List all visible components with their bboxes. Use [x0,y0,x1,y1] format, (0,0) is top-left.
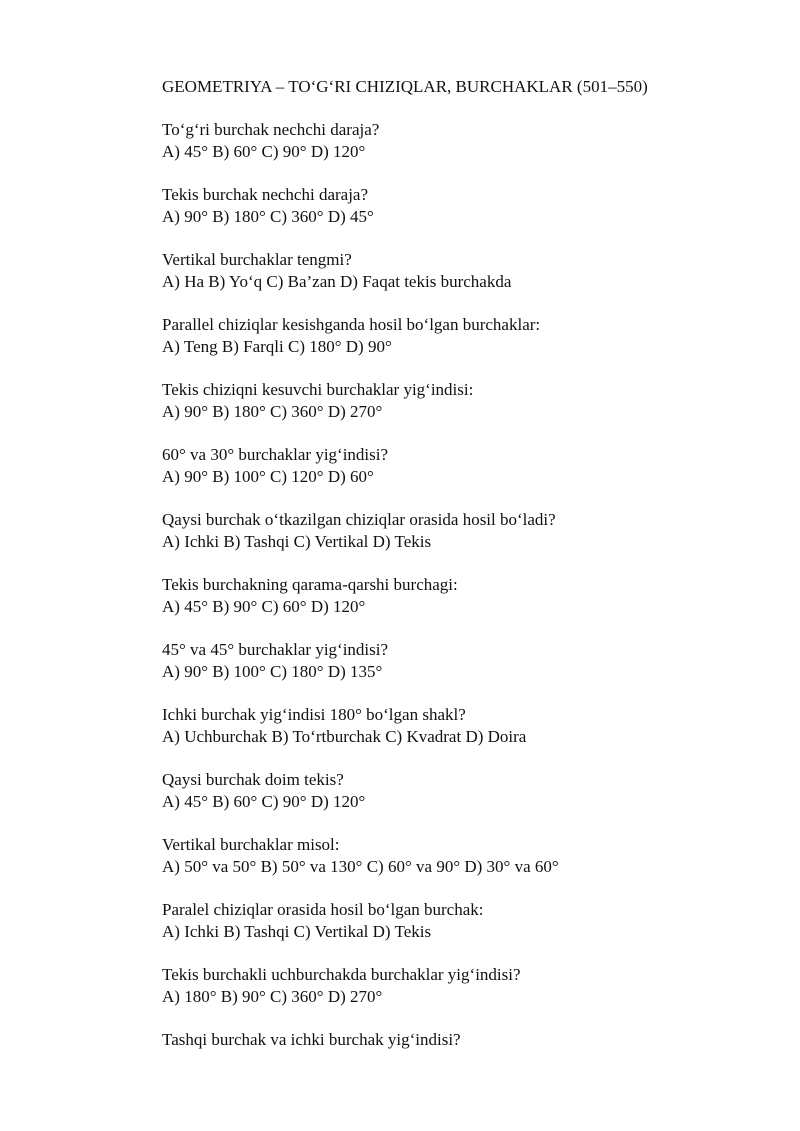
document-page [162,76,762,1072]
question-options: A) 90° B) 180° C) 360° D) 45° [162,207,374,226]
question-item [162,834,762,878]
question-options: A) 90° B) 100° C) 120° D) 60° [162,467,374,486]
question-text: Tekis burchak nechchi daraja? [162,185,369,204]
question-item [162,1029,762,1051]
question-item [162,249,762,293]
question-text: Vertikal burchaklar misol: [162,835,340,854]
question-item [162,379,762,423]
question-text: Ichki burchak yig‘indisi 180° bo‘lgan shakl? [162,705,466,724]
question-options: A) Ichki B) Tashqi C) Vertikal D) Tekis [162,532,432,551]
question-text: Tashqi burchak va ichki burchak yig‘indisi? [162,1030,461,1049]
question-item [162,639,762,683]
question-text: Tekis burchakli uchburchakda burchaklar yig‘indisi? [162,965,521,984]
question-item [162,574,762,618]
question-options: A) 50° va 50° B) 50° va 130° C) 60° va 90° D) 30° va 60° [162,857,559,876]
question-item [162,704,762,748]
question-options: A) 90° B) 180° C) 360° D) 270° [162,402,383,421]
question-list [162,119,762,1051]
question-options: A) Ichki B) Tashqi C) Vertikal D) Tekis [162,922,432,941]
question-item [162,964,762,1008]
question-options: A) 45° B) 60° C) 90° D) 120° [162,142,366,161]
document-title: GEOMETRIYA – TO‘G‘RI CHIZIQLAR, BURCHAKLAR (501–550) [162,77,648,96]
question-text: 60° va 30° burchaklar yig‘indisi? [162,445,389,464]
question-options: A) 45° B) 60° C) 90° D) 120° [162,792,366,811]
question-item [162,184,762,228]
question-item [162,119,762,163]
question-text: Qaysi burchak doim tekis? [162,770,344,789]
question-options: A) 180° B) 90° C) 360° D) 270° [162,987,383,1006]
question-options: A) 90° B) 100° C) 180° D) 135° [162,662,383,681]
question-text: Tekis chiziqni kesuvchi burchaklar yig‘indisi: [162,380,474,399]
question-text: 45° va 45° burchaklar yig‘indisi? [162,640,389,659]
question-item [162,769,762,813]
question-text: To‘g‘ri burchak nechchi daraja? [162,120,380,139]
question-text: Paralel chiziqlar orasida hosil bo‘lgan burchak: [162,900,484,919]
question-item [162,899,762,943]
question-options: A) Ha B) Yo‘q C) Ba’zan D) Faqat tekis burchakda [162,272,512,291]
question-options: A) Teng B) Farqli C) 180° D) 90° [162,337,392,356]
question-options: A) Uchburchak B) To‘rtburchak C) Kvadrat D) Doira [162,727,527,746]
question-text: Vertikal burchaklar tengmi? [162,250,352,269]
question-options: A) 45° B) 90° C) 60° D) 120° [162,597,366,616]
question-item [162,509,762,553]
question-text: Tekis burchakning qarama-qarshi burchagi: [162,575,458,594]
question-item [162,314,762,358]
question-text: Qaysi burchak o‘tkazilgan chiziqlar orasida hosil bo‘ladi? [162,510,556,529]
question-text: Parallel chiziqlar kesishganda hosil bo‘lgan burchaklar: [162,315,541,334]
question-item [162,444,762,488]
